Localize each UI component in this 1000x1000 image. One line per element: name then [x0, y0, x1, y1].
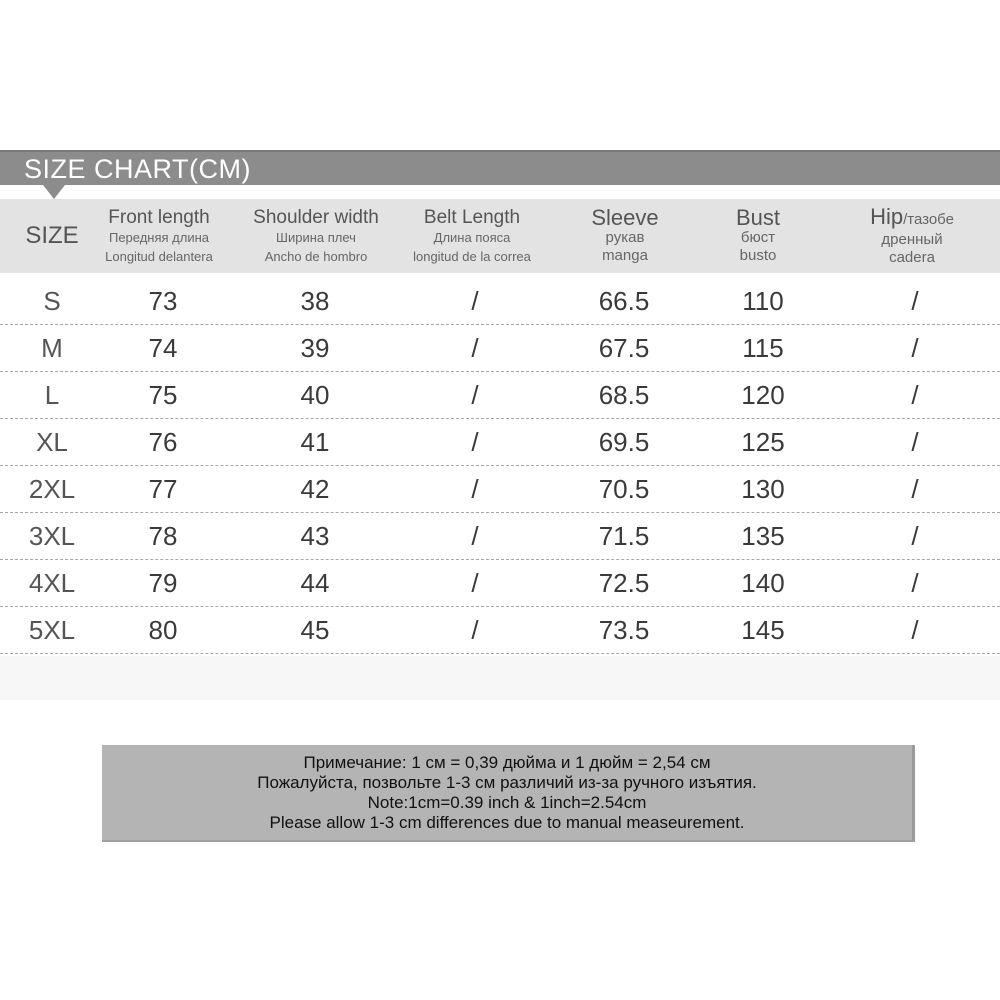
- cell-bust: 135: [741, 521, 785, 551]
- note-line-en-2: Please allow 1-3 cm differences due to manual measeurement.: [269, 812, 745, 832]
- cell-size: S: [43, 286, 61, 316]
- table-footer-space: [0, 656, 1000, 700]
- cell-bust: 140: [741, 568, 785, 598]
- header-front-length: [90, 199, 228, 273]
- table-row: [0, 513, 1000, 560]
- cell-front-length: 80: [148, 615, 178, 645]
- cell-sleeve: 67.5: [598, 333, 650, 363]
- note-line-en-1: Note:1cm=0.39 inch & 1inch=2.54cm: [367, 792, 647, 812]
- cell-front-length: 79: [148, 568, 178, 598]
- header-bust-es: busto: [739, 247, 777, 264]
- cell-shoulder-width: 44: [300, 568, 330, 598]
- cell-hip: /: [911, 474, 919, 504]
- header-size-label: SIZE: [25, 222, 79, 249]
- cell-hip: /: [911, 521, 919, 551]
- cell-bust: 110: [742, 286, 784, 316]
- cell-size: M: [41, 333, 63, 363]
- table-row: [0, 325, 1000, 372]
- header-front-length-es: Longitud delantera: [105, 248, 213, 264]
- cell-hip: /: [911, 427, 919, 457]
- header-belt-length-es: longitud de la correa: [413, 248, 531, 264]
- header-front-length-en: Front length: [108, 206, 210, 228]
- cell-hip: /: [911, 286, 919, 316]
- cell-belt-length: /: [471, 568, 479, 598]
- cell-size: 3XL: [28, 521, 76, 551]
- header-hip-ru-suffix: /тазобе: [903, 210, 954, 228]
- cell-size: 2XL: [28, 474, 76, 504]
- cell-shoulder-width: 43: [300, 521, 330, 551]
- cell-shoulder-width: 41: [300, 427, 330, 457]
- header-sleeve-en: Sleeve: [591, 205, 659, 230]
- header-bust-en: Bust: [735, 205, 781, 230]
- header-hip-ru: дренный: [881, 230, 943, 248]
- cell-belt-length: /: [471, 333, 479, 363]
- cell-bust: 115: [742, 333, 784, 363]
- cell-bust: 125: [741, 427, 785, 457]
- cell-belt-length: /: [471, 286, 479, 316]
- header-shoulder-width: [238, 199, 394, 273]
- cell-sleeve: 72.5: [598, 568, 650, 598]
- chart-title: SIZE CHART(CM): [24, 154, 251, 184]
- note-line-ru-2: Пожалуйста, позвольте 1-3 см различий из-за ручного изъятия.: [257, 772, 757, 792]
- cell-hip: /: [911, 615, 919, 645]
- header-sleeve-es: manga: [602, 247, 648, 264]
- cell-shoulder-width: 42: [300, 474, 330, 504]
- cell-belt-length: /: [471, 615, 479, 645]
- cell-sleeve: 69.5: [598, 427, 650, 457]
- cell-sleeve: 66.5: [598, 286, 650, 316]
- header-hip-line1: [870, 203, 954, 231]
- header-belt-length-ru: Длина пояса: [433, 229, 511, 245]
- header-sleeve: [570, 199, 680, 273]
- table-row: [0, 278, 1000, 325]
- cell-front-length: 76: [148, 427, 178, 457]
- table-row: [0, 372, 1000, 419]
- cell-belt-length: /: [471, 521, 479, 551]
- header-shoulder-width-en: Shoulder width: [253, 206, 379, 228]
- cell-shoulder-width: 40: [300, 380, 330, 410]
- cell-size: L: [44, 380, 60, 410]
- cell-hip: /: [911, 333, 919, 363]
- cell-hip: /: [911, 380, 919, 410]
- cell-size: 4XL: [28, 568, 76, 598]
- cell-sleeve: 73.5: [598, 615, 650, 645]
- table-row: [0, 560, 1000, 607]
- cell-front-length: 75: [148, 380, 178, 410]
- table-row: [0, 419, 1000, 466]
- cell-bust: 120: [741, 380, 785, 410]
- header-shoulder-width-es: Ancho de hombro: [264, 248, 368, 264]
- cell-shoulder-width: 39: [300, 333, 330, 363]
- cell-front-length: 74: [148, 333, 178, 363]
- cell-belt-length: /: [471, 380, 479, 410]
- cell-front-length: 77: [148, 474, 178, 504]
- title-pointer-arrow: [43, 185, 65, 199]
- table-row: [0, 607, 1000, 654]
- cell-belt-length: /: [471, 474, 479, 504]
- header-belt-length-en: Belt Length: [423, 206, 521, 228]
- note-line-ru-1: Примечание: 1 см = 0,39 дюйма и 1 дюйм = 2,54 см: [303, 752, 711, 772]
- cell-sleeve: 70.5: [598, 474, 650, 504]
- cell-sleeve: 71.5: [598, 521, 650, 551]
- header-hip-en: Hip: [870, 203, 904, 229]
- cell-size: 5XL: [28, 615, 76, 645]
- header-shoulder-width-ru: Ширина плеч: [276, 229, 356, 245]
- header-size: [0, 199, 104, 273]
- header-sleeve-ru: рукав: [605, 229, 645, 246]
- cell-front-length: 78: [148, 521, 178, 551]
- cell-shoulder-width: 45: [300, 615, 330, 645]
- cell-sleeve: 68.5: [598, 380, 650, 410]
- cell-belt-length: /: [471, 427, 479, 457]
- cell-bust: 145: [741, 615, 785, 645]
- header-hip: [842, 199, 982, 273]
- cell-size: XL: [36, 427, 68, 457]
- table-row: [0, 466, 1000, 513]
- header-bust-ru: бюст: [740, 229, 776, 246]
- cell-hip: /: [911, 568, 919, 598]
- header-bust: [708, 199, 808, 273]
- cell-shoulder-width: 38: [300, 286, 330, 316]
- header-hip-es: cadera: [889, 248, 935, 266]
- header-belt-length: [402, 199, 542, 273]
- cell-bust: 130: [741, 474, 785, 504]
- note-box: [102, 745, 915, 842]
- cell-front-length: 73: [148, 286, 178, 316]
- header-front-length-ru: Передняя длина: [108, 229, 210, 245]
